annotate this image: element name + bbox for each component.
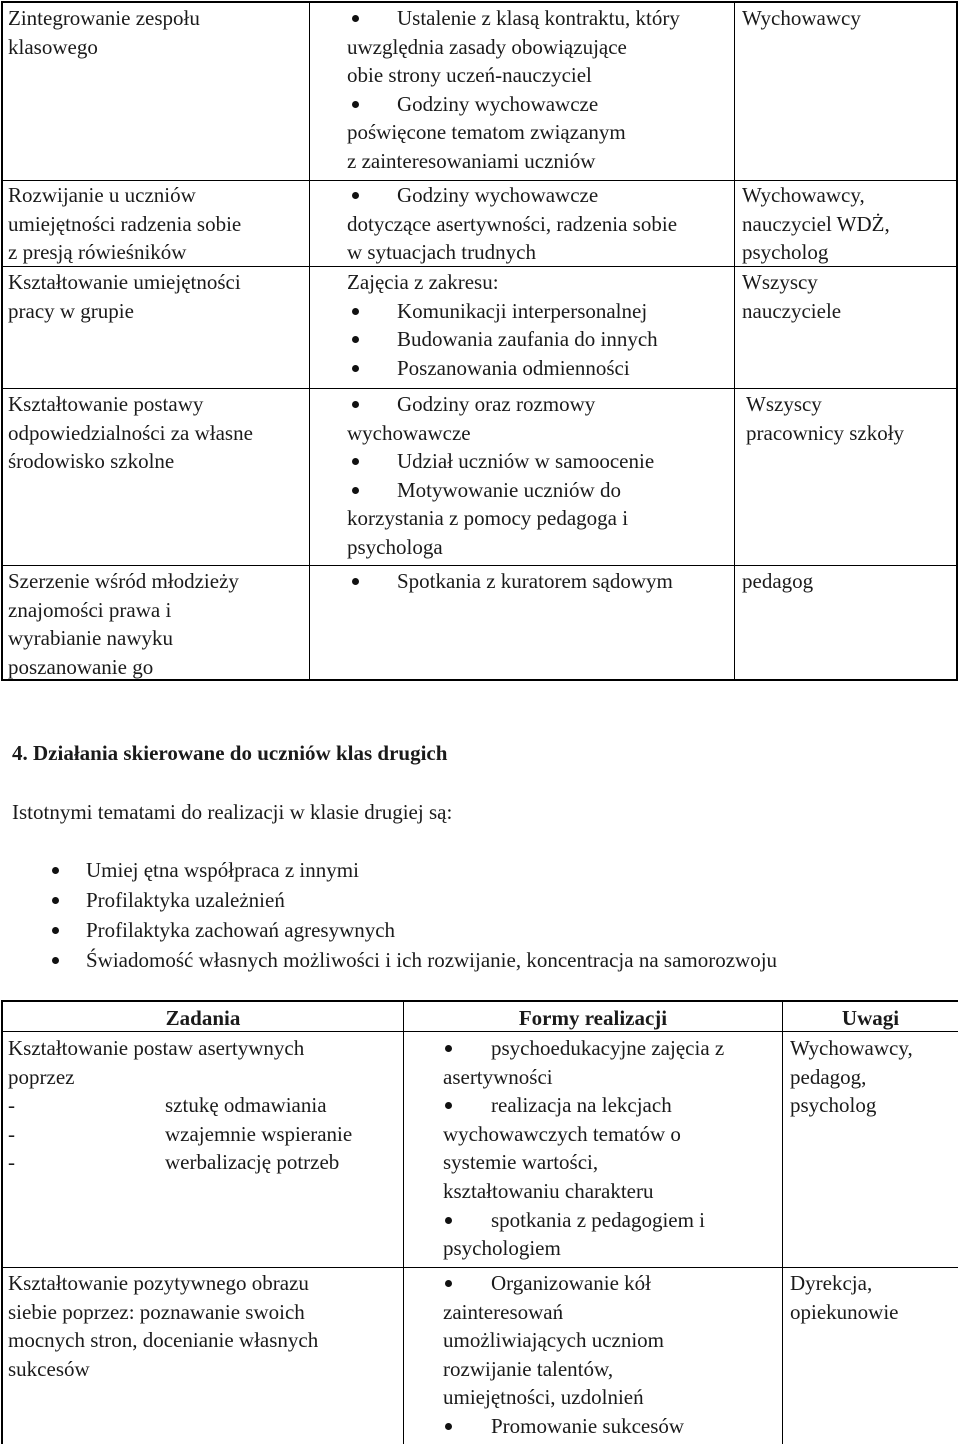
task-line: pracy w grupie bbox=[8, 298, 134, 323]
form-line: wychowawczych tematów o bbox=[443, 1121, 681, 1146]
section-number: 4. bbox=[12, 741, 28, 765]
form-bullet-item bbox=[443, 1091, 781, 1205]
table1-task-cell bbox=[8, 567, 308, 681]
table1-forms-cell bbox=[347, 567, 733, 596]
note-line: opiekunowie bbox=[790, 1299, 899, 1324]
column-header-forms: Formy realizacji bbox=[518, 1006, 668, 1030]
note-line: Wszyscy bbox=[742, 270, 818, 294]
table2-task-cell bbox=[8, 1034, 400, 1177]
note-line: psycholog bbox=[742, 240, 829, 265]
form-line: Godziny oraz rozmowy bbox=[397, 392, 596, 416]
table1-notes-cell bbox=[746, 390, 958, 447]
table1-forms-cell bbox=[347, 181, 733, 267]
form-bullet-item bbox=[347, 390, 733, 447]
bullet-icon bbox=[445, 1217, 452, 1224]
form-bullet-item bbox=[347, 4, 733, 90]
form-line: korzystania z pomocy pedagoga i bbox=[347, 506, 629, 531]
form-line: umożliwiających uczniom bbox=[443, 1328, 665, 1353]
table1-border-right bbox=[956, 1, 958, 681]
bullet-icon bbox=[52, 897, 59, 904]
note-line: Wychowawcy bbox=[742, 6, 861, 30]
dash-item bbox=[8, 1120, 400, 1149]
table1-notes-cell bbox=[742, 181, 954, 267]
task-line: środowisko szkolne bbox=[8, 449, 175, 474]
task-line: z presją rówieśników bbox=[8, 240, 187, 265]
dash-text: sztukę odmawiania bbox=[165, 1093, 327, 1118]
task-line: poprzez bbox=[8, 1064, 75, 1089]
form-line: psychoedukacyjne zajęcia z bbox=[491, 1036, 725, 1060]
topic-list bbox=[52, 855, 777, 975]
table2-row-divider bbox=[1, 1267, 958, 1268]
topic-text: Profilaktyka zachowań agresywnych bbox=[86, 918, 396, 942]
table2-border-top bbox=[1, 1000, 958, 1002]
column-header-tasks: Zadania bbox=[165, 1006, 241, 1030]
form-line: Promowanie sukcesów bbox=[491, 1413, 685, 1438]
list-item bbox=[52, 915, 777, 945]
task-line: umiejętności radzenia sobie bbox=[8, 211, 242, 236]
table1-col-divider-1 bbox=[309, 1, 310, 681]
column-header-notes: Uwagi bbox=[841, 1006, 900, 1030]
table2-notes-cell bbox=[790, 1269, 958, 1326]
form-bullet-item bbox=[443, 1412, 781, 1441]
form-bullet-item bbox=[443, 1269, 781, 1412]
bullet-icon bbox=[352, 101, 359, 108]
list-item bbox=[52, 945, 777, 975]
form-line: poświęcone tematom związanym bbox=[347, 120, 626, 145]
topic-text: Profilaktyka uzależnień bbox=[86, 888, 285, 912]
table1-col-divider-2 bbox=[734, 1, 735, 681]
form-line: Organizowanie kół bbox=[491, 1271, 651, 1295]
form-bullet-item bbox=[347, 567, 733, 596]
form-line: Godziny wychowawcze bbox=[397, 91, 599, 116]
form-line: systemie wartości, bbox=[443, 1150, 599, 1175]
bullet-icon bbox=[52, 957, 59, 964]
task-line: sukcesów bbox=[8, 1356, 90, 1381]
form-line: kształtowaniu charakteru bbox=[443, 1178, 654, 1203]
topic-text: Umiej ętna współpraca z innymi bbox=[86, 858, 359, 882]
table2-border-left bbox=[1, 1000, 3, 1444]
note-line: pracownicy szkoły bbox=[746, 420, 905, 445]
form-bullet-item bbox=[347, 181, 733, 267]
list-item bbox=[52, 885, 777, 915]
form-line: psychologa bbox=[347, 534, 443, 559]
form-bullet-item bbox=[347, 325, 733, 354]
table2-forms-cell bbox=[443, 1034, 781, 1263]
form-line: wychowawcze bbox=[347, 420, 471, 445]
form-bullet-item bbox=[347, 354, 733, 383]
task-line: Zintegrowanie zespołu bbox=[8, 6, 200, 30]
dash-text: wzajemnie wspieranie bbox=[165, 1121, 353, 1146]
task-line: siebie poprzez: poznawanie swoich bbox=[8, 1299, 305, 1324]
table1-notes-cell bbox=[742, 4, 954, 33]
form-line: asertywności bbox=[443, 1064, 553, 1089]
bullet-icon bbox=[445, 1423, 452, 1430]
bullet-icon bbox=[352, 365, 359, 372]
bullet-icon bbox=[352, 308, 359, 315]
form-line: Ustalenie z klasą kontraktu, który bbox=[397, 6, 680, 30]
form-line: obie strony uczeń-nauczyciel bbox=[347, 63, 592, 88]
form-line: uwzględnia zasady obowiązujące bbox=[347, 34, 627, 59]
note-line: nauczyciele bbox=[742, 298, 842, 323]
task-line: wyrabianie nawyku bbox=[8, 626, 174, 651]
table1-notes-cell bbox=[742, 268, 954, 325]
bullet-icon bbox=[52, 867, 59, 874]
form-line: Spotkania z kuratorem sądowym bbox=[397, 569, 673, 593]
bullet-icon bbox=[352, 578, 359, 585]
dash-marker: - bbox=[8, 1121, 15, 1146]
bullet-icon bbox=[352, 487, 359, 494]
section-title: Działania skierowane do uczniów klas drugich bbox=[33, 741, 448, 765]
bullet-icon bbox=[52, 927, 59, 934]
dash-marker: - bbox=[8, 1150, 15, 1175]
table1-forms-cell bbox=[347, 390, 733, 562]
section-heading bbox=[12, 739, 447, 767]
table1-row-divider bbox=[1, 565, 958, 566]
task-line: klasowego bbox=[8, 34, 98, 59]
form-line: dotyczące asertywności, radzenia sobie bbox=[347, 211, 678, 236]
task-line: poszanowanie go bbox=[8, 654, 154, 679]
form-line: Udział uczniów w samoocenie bbox=[397, 449, 655, 474]
form-line: spotkania z pedagogiem i bbox=[491, 1207, 706, 1232]
dash-marker: - bbox=[8, 1093, 15, 1118]
form-line: Komunikacji interpersonalnej bbox=[397, 298, 648, 323]
form-line: rozwijanie talentów, bbox=[443, 1356, 614, 1381]
forms-intro: Zajęcia z zakresu: bbox=[347, 270, 499, 294]
form-bullet-item bbox=[443, 1034, 781, 1091]
form-line: psychologiem bbox=[443, 1236, 561, 1261]
task-line: Szerzenie wśród młodzieży bbox=[8, 569, 239, 593]
note-line: nauczyciel WDŻ, bbox=[742, 211, 890, 236]
form-bullet-item bbox=[347, 447, 733, 476]
form-line: Motywowanie uczniów do bbox=[397, 477, 621, 502]
list-item bbox=[52, 855, 777, 885]
bullet-icon bbox=[352, 192, 359, 199]
form-line: Godziny wychowawcze bbox=[397, 183, 599, 207]
table1-task-cell bbox=[8, 4, 308, 61]
section-intro: Istotnymi tematami do realizacji w klasie drugiej są: bbox=[12, 800, 453, 824]
table2-notes-cell bbox=[790, 1034, 958, 1120]
table1-forms-cell bbox=[347, 4, 733, 176]
form-bullet-item bbox=[347, 297, 733, 326]
table1-notes-cell bbox=[742, 567, 954, 596]
form-line: z zainteresowaniami uczniów bbox=[347, 148, 596, 173]
note-line: Wszyscy bbox=[746, 392, 822, 416]
task-line: Kształtowanie pozytywnego obrazu bbox=[8, 1271, 309, 1295]
form-line: Poszanowania odmienności bbox=[397, 355, 630, 380]
form-bullet-item bbox=[443, 1206, 781, 1263]
task-line: znajomości prawa i bbox=[8, 597, 172, 622]
bullet-icon bbox=[445, 1045, 452, 1052]
dash-item bbox=[8, 1091, 400, 1120]
form-bullet-item bbox=[347, 90, 733, 176]
form-line: zainteresowań bbox=[443, 1299, 564, 1324]
table2-task-cell bbox=[8, 1269, 400, 1383]
table2-col-divider-2 bbox=[782, 1000, 783, 1444]
table1-task-cell bbox=[8, 181, 308, 267]
table1-border-top bbox=[1, 1, 958, 3]
table1-border-left bbox=[1, 1, 3, 681]
form-line: umiejętności, uzdolnień bbox=[443, 1385, 644, 1410]
dash-item bbox=[8, 1148, 400, 1177]
task-line: Kształtowanie postawy bbox=[8, 392, 204, 416]
table1-row-divider bbox=[1, 388, 958, 389]
bullet-icon bbox=[352, 15, 359, 22]
note-line: Wychowawcy, bbox=[790, 1036, 913, 1060]
task-line: Kształtowanie postaw asertywnych bbox=[8, 1036, 305, 1060]
table2-forms-cell bbox=[443, 1269, 781, 1441]
form-line: w sytuacjach trudnych bbox=[347, 240, 536, 265]
task-line: odpowiedzialności za własne bbox=[8, 420, 253, 445]
bullet-icon bbox=[352, 401, 359, 408]
bullet-icon bbox=[445, 1280, 452, 1287]
note-line: Dyrekcja, bbox=[790, 1271, 873, 1295]
task-line: Kształtowanie umiejętności bbox=[8, 270, 241, 294]
note-line: pedagog, bbox=[790, 1064, 867, 1089]
task-line: Rozwijanie u uczniów bbox=[8, 183, 196, 207]
topic-text: Świadomość własnych możliwości i ich rozwijanie, koncentracja na samorozwoju bbox=[86, 948, 778, 972]
form-bullet-item bbox=[347, 476, 733, 562]
form-line: realizacja na lekcjach bbox=[491, 1093, 672, 1118]
table1-forms-cell bbox=[347, 268, 733, 382]
table1-task-cell bbox=[8, 268, 308, 325]
table1-task-cell bbox=[8, 390, 308, 476]
form-line: Budowania zaufania do innych bbox=[397, 327, 658, 352]
table2-col-divider-1 bbox=[403, 1000, 404, 1444]
note-line: Wychowawcy, bbox=[742, 183, 865, 207]
dash-text: werbalizację potrzeb bbox=[165, 1150, 340, 1175]
task-line: mocnych stron, docenianie własnych bbox=[8, 1328, 319, 1353]
note-line: psycholog bbox=[790, 1093, 877, 1118]
note-line: pedagog bbox=[742, 569, 814, 593]
